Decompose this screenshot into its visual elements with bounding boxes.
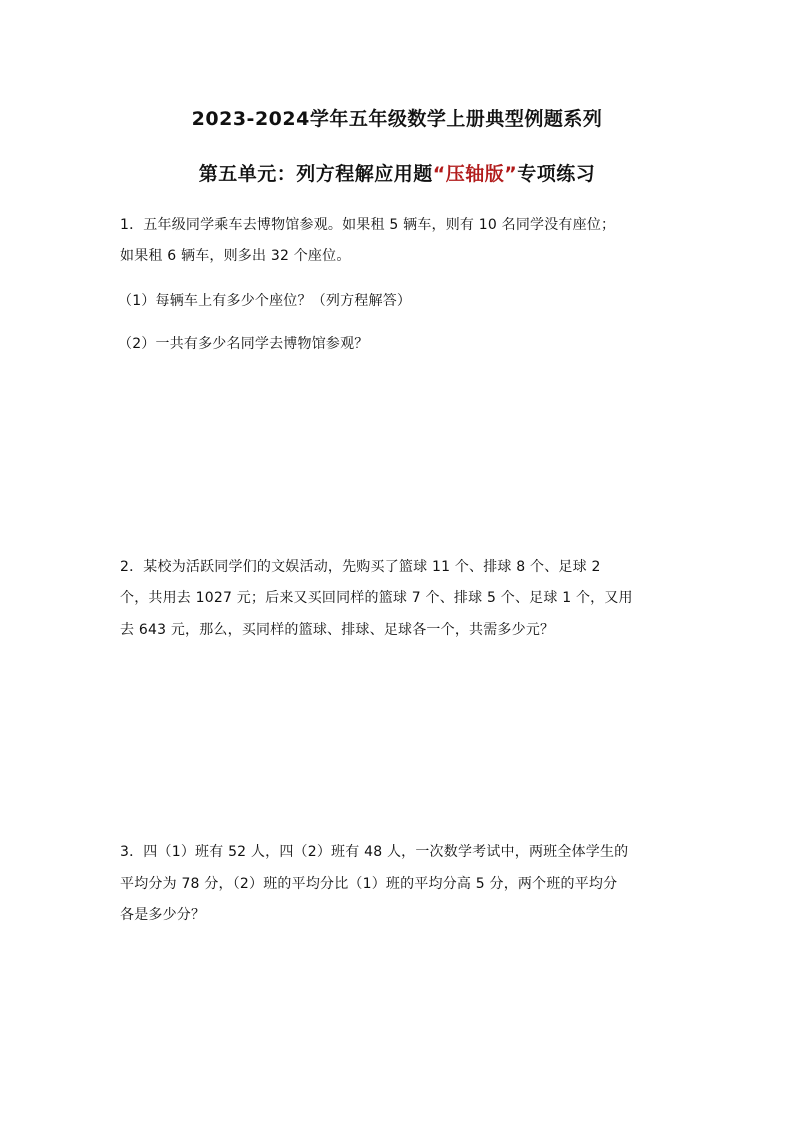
question-1-part-1: （1）每辆车上有多少个座位？（列方程解答） [118, 293, 412, 309]
subtitle-suffix: 专项练习 [517, 163, 596, 185]
question-2-line-3: 去 643 元，那么，买同样的篮球、排球、足球各一个，共需多少元？ [120, 622, 555, 638]
question-2-line-2: 个，共用去 1027 元；后来又买回同样的篮球 7 个、排球 5 个、足球 1 个，又用 [120, 590, 633, 606]
question-2-line-1: 2．某校为活跃同学们的文娱活动，先购买了篮球 11 个、排球 8 个、足球 2 [120, 559, 601, 575]
question-3-line-1: 3．四（1）班有 52 人，四（2）班有 48 人，一次数学考试中，两班全体学生的 [120, 844, 629, 860]
question-1-line-2: 如果租 6 辆车，则多出 32 个座位。 [120, 248, 351, 264]
question-3-line-3: 各是多少分？ [120, 907, 206, 923]
subtitle-emphasis: “压轴版” [432, 163, 518, 185]
page-title: 2023-2024学年五年级数学上册典型例题系列 [191, 108, 603, 130]
subtitle-prefix: 第五单元：列方程解应用题 [198, 163, 433, 185]
question-3-line-2: 平均分为 78 分，（2）班的平均分比（1）班的平均分高 5 分，两个班的平均分 [120, 876, 618, 892]
question-1-line-1: 1．五年级同学乘车去博物馆参观。如果租 5 辆车，则有 10 名同学没有座位； [120, 217, 616, 233]
page-subtitle [0, 159, 794, 186]
question-1-part-2: （2）一共有多少名同学去博物馆参观？ [118, 336, 369, 352]
